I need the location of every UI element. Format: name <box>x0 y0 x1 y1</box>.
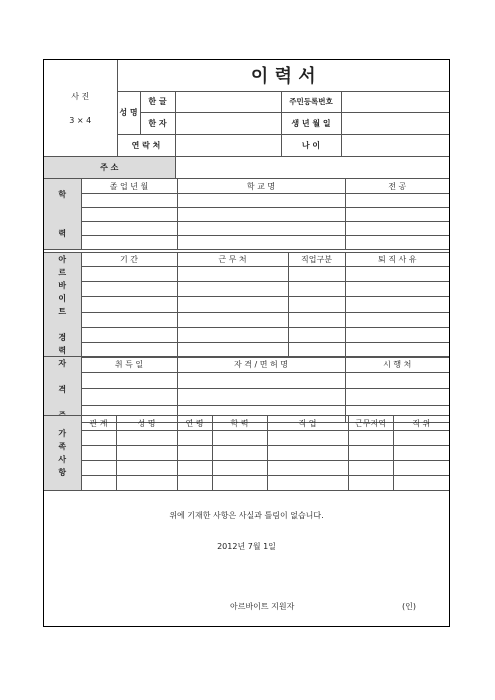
table-cell[interactable] <box>116 431 177 446</box>
hanja-name-field[interactable] <box>175 112 281 134</box>
date-text: 2012년 7월 1일 <box>217 542 276 551</box>
parttime-header-jobtype: 직업구분 <box>288 253 345 267</box>
table-cell[interactable] <box>393 461 449 476</box>
family-header-region: 근무지역 <box>348 416 393 431</box>
parttime-header-reason: 퇴 직 사 유 <box>345 253 449 267</box>
photo-size: 3 × 4 <box>69 115 92 125</box>
applicant-label: 아르바이트 지원자 <box>230 602 295 611</box>
table-cell[interactable] <box>81 297 177 312</box>
parttime-side-label: 아 르 바 이 트 경 력 <box>44 253 81 358</box>
table-cell[interactable] <box>212 431 267 446</box>
family-header-education: 학 력 <box>212 416 267 431</box>
table-cell[interactable] <box>177 267 288 282</box>
table-cell[interactable] <box>81 194 177 208</box>
photo-label: 사 진 <box>71 91 90 101</box>
table-cell[interactable] <box>267 476 348 491</box>
edu-header-school: 학 교 명 <box>177 179 345 194</box>
table-cell[interactable] <box>345 222 449 236</box>
table-cell[interactable] <box>81 312 177 327</box>
rrn-label: 주민등록번호 <box>281 91 341 112</box>
table-cell[interactable] <box>345 267 449 282</box>
table-cell[interactable] <box>81 431 116 446</box>
table-cell[interactable] <box>177 297 288 312</box>
table-cell[interactable] <box>81 446 116 461</box>
table-cell[interactable] <box>345 194 449 208</box>
table-cell[interactable] <box>348 446 393 461</box>
table-cell[interactable] <box>81 476 116 491</box>
table-cell[interactable] <box>177 236 345 250</box>
edu-header-date: 졸 업 년 월 <box>81 179 177 194</box>
age-field[interactable] <box>341 134 449 156</box>
table-cell[interactable] <box>288 297 345 312</box>
contact-field[interactable] <box>175 134 281 156</box>
table-cell[interactable] <box>348 461 393 476</box>
table-cell[interactable] <box>212 446 267 461</box>
table-cell[interactable] <box>212 461 267 476</box>
hangul-label: 한 글 <box>140 91 175 112</box>
page-title: 이 력 서 <box>117 60 449 91</box>
table-cell[interactable] <box>177 222 345 236</box>
table-cell[interactable] <box>81 222 177 236</box>
table-cell[interactable] <box>393 431 449 446</box>
table-cell[interactable] <box>177 431 212 446</box>
family-header-name: 성 명 <box>116 416 177 431</box>
age-label: 나 이 <box>281 134 341 156</box>
table-cell[interactable] <box>177 461 212 476</box>
statement-text: 위에 기재한 사항은 사실과 틀림이 없습니다. <box>169 511 324 520</box>
table-cell[interactable] <box>212 476 267 491</box>
table-cell[interactable] <box>288 327 345 342</box>
hanja-label: 한 자 <box>140 112 175 134</box>
table-cell[interactable] <box>81 267 177 282</box>
photo-box[interactable] <box>44 60 117 156</box>
table-cell[interactable] <box>267 431 348 446</box>
table-cell[interactable] <box>267 446 348 461</box>
parttime-header-workplace: 근 무 처 <box>177 253 288 267</box>
family-table <box>44 415 449 491</box>
hangul-name-field[interactable] <box>175 91 281 112</box>
table-cell[interactable] <box>177 389 345 406</box>
table-cell[interactable] <box>177 282 288 297</box>
table-cell[interactable] <box>116 476 177 491</box>
family-side-label: 가 족 사 항 <box>44 416 81 491</box>
table-cell[interactable] <box>348 431 393 446</box>
table-cell[interactable] <box>345 327 449 342</box>
table-cell[interactable] <box>345 236 449 250</box>
table-cell[interactable] <box>177 312 288 327</box>
table-cell[interactable] <box>81 461 116 476</box>
table-cell[interactable] <box>81 372 177 389</box>
family-header-position: 직 위 <box>393 416 449 431</box>
education-side-label: 학 력 <box>44 179 81 250</box>
personal-info-table <box>44 60 449 179</box>
table-cell[interactable] <box>345 389 449 406</box>
family-header-age: 연 령 <box>177 416 212 431</box>
parttime-header-period: 기 간 <box>81 253 177 267</box>
family-header-job: 직 업 <box>267 416 348 431</box>
edu-header-major: 전 공 <box>345 179 449 194</box>
rrn-field[interactable] <box>341 91 449 112</box>
table-cell[interactable] <box>345 312 449 327</box>
birth-field[interactable] <box>341 112 449 134</box>
family-header-relation: 관 계 <box>81 416 116 431</box>
address-field[interactable] <box>175 156 449 178</box>
license-header-name: 자 격 / 면 허 명 <box>177 357 345 373</box>
table-cell[interactable] <box>267 461 348 476</box>
table-cell[interactable] <box>345 372 449 389</box>
table-cell[interactable] <box>81 236 177 250</box>
table-cell[interactable] <box>81 282 177 297</box>
table-cell[interactable] <box>288 312 345 327</box>
table-cell[interactable] <box>81 389 177 406</box>
table-cell[interactable] <box>393 446 449 461</box>
license-table <box>44 356 449 423</box>
table-cell[interactable] <box>81 327 177 342</box>
table-cell[interactable] <box>177 476 212 491</box>
table-cell[interactable] <box>345 282 449 297</box>
table-cell[interactable] <box>177 327 288 342</box>
seal-mark[interactable]: (인) <box>402 602 416 611</box>
table-cell[interactable] <box>116 461 177 476</box>
license-header-issuer: 시 행 처 <box>345 357 449 373</box>
license-side-label: 자 격 <box>44 357 81 423</box>
parttime-table <box>44 252 449 358</box>
table-cell[interactable] <box>177 372 345 389</box>
license-header-date: 취 득 일 <box>81 357 177 373</box>
table-cell[interactable] <box>348 476 393 491</box>
table-cell[interactable] <box>288 267 345 282</box>
table-cell[interactable] <box>288 282 345 297</box>
resume-form <box>43 59 450 627</box>
address-label: 주 소 <box>44 156 175 178</box>
table-cell[interactable] <box>345 208 449 222</box>
contact-label: 연 락 처 <box>117 134 175 156</box>
table-cell[interactable] <box>177 208 345 222</box>
table-cell[interactable] <box>345 297 449 312</box>
table-cell[interactable] <box>81 208 177 222</box>
table-cell[interactable] <box>116 446 177 461</box>
table-cell[interactable] <box>177 446 212 461</box>
table-cell[interactable] <box>393 476 449 491</box>
table-cell[interactable] <box>177 194 345 208</box>
name-label: 성 명 <box>117 91 140 134</box>
birth-label: 생 년 월 일 <box>281 112 341 134</box>
education-table <box>44 178 449 250</box>
